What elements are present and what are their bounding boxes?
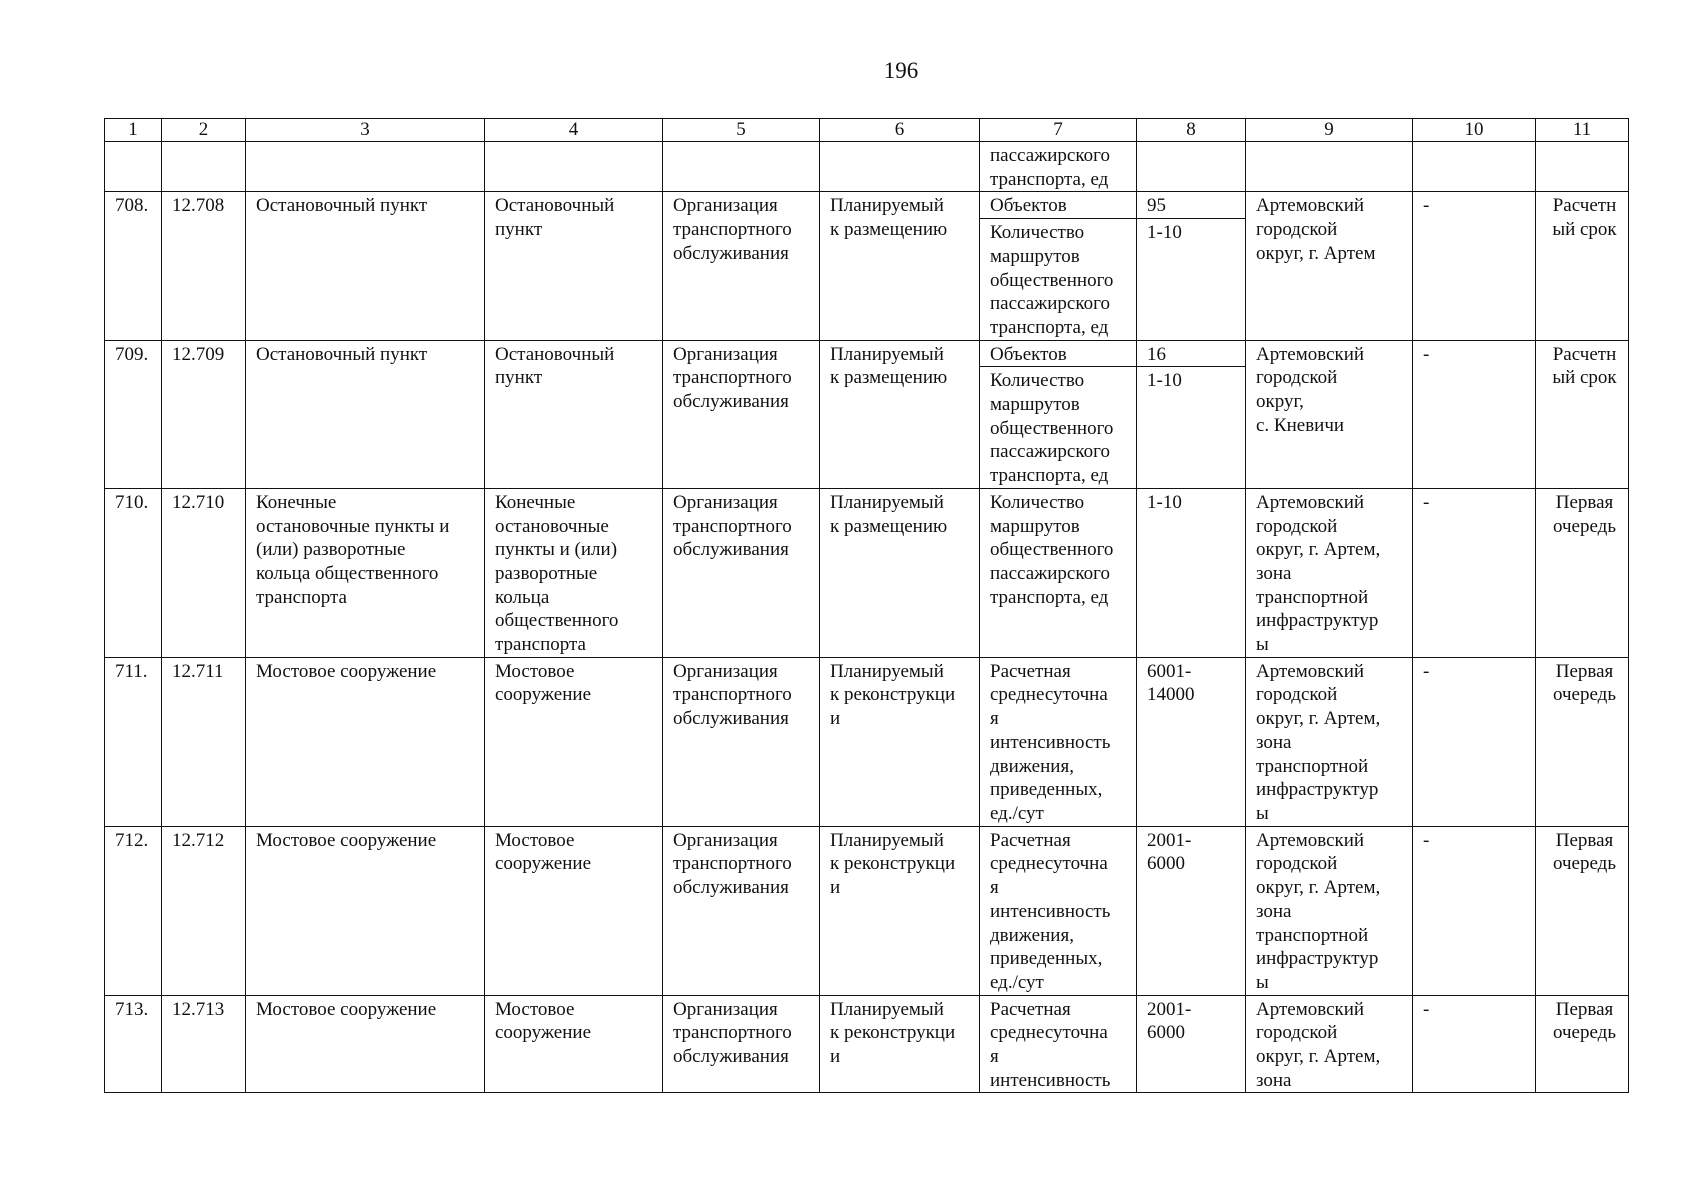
characteristic-value: 1-10 — [1147, 222, 1182, 244]
object-location: Артемовский городской округ, г. Артем, зона транспортной инфраструктур ы — [1246, 488, 1413, 657]
object-status: Планируемый к размещению — [820, 340, 980, 488]
object-term: Первая очередь — [1536, 657, 1629, 826]
object-type: Мостовое сооружение — [485, 826, 663, 995]
object-name: Мостовое сооружение — [246, 657, 485, 826]
object-term: Расчетн ый срок — [1536, 192, 1629, 340]
object-status: Планируемый к реконструкци и — [820, 995, 980, 1093]
row-number: 708. — [105, 192, 162, 340]
object-term: Расчетн ый срок — [1536, 340, 1629, 488]
characteristic-label-cell — [980, 192, 1137, 340]
object-name: Конечные остановочные пункты и (или) разворотные кольца общественного транспорта — [246, 488, 485, 657]
characteristic-label: Объектов — [980, 192, 1136, 219]
characteristic-value-cell: 6001- 14000 — [1137, 657, 1246, 826]
object-zone: - — [1413, 192, 1536, 340]
object-location: Артемовский городской округ, г. Артем, зона транспортной инфраструктур ы — [1246, 657, 1413, 826]
characteristic-label-cell: Количество маршрутов общественного пассажирского транспорта, ед — [980, 488, 1137, 657]
page-number: 196 — [883, 58, 919, 83]
characteristic-value-cell — [1137, 340, 1246, 488]
table-row — [105, 488, 1629, 657]
object-location: Артемовский городской округ, с. Кневичи — [1246, 340, 1413, 488]
characteristic-value: 95 — [1137, 192, 1245, 219]
object-location: Артемовский городской округ, г. Артем — [1246, 192, 1413, 340]
object-zone: - — [1413, 340, 1536, 488]
object-zone: - — [1413, 826, 1536, 995]
header-cell: 6 — [820, 119, 980, 142]
object-name: Остановочный пункт — [246, 340, 485, 488]
characteristic-label-cell — [980, 340, 1137, 488]
characteristic-value-cell: 2001- 6000 — [1137, 995, 1246, 1093]
object-type: Мостовое сооружение — [485, 657, 663, 826]
object-name: Остановочный пункт — [246, 192, 485, 340]
object-status: Планируемый к размещению — [820, 192, 980, 340]
object-code: 12.709 — [162, 340, 246, 488]
header-cell: 10 — [1413, 119, 1536, 142]
object-purpose: Организация транспортного обслуживания — [663, 826, 820, 995]
object-location: Артемовский городской округ, г. Артем, зона транспортной инфраструктур ы — [1246, 826, 1413, 995]
object-term: Первая очередь — [1536, 995, 1629, 1093]
continuation-row — [105, 142, 1629, 192]
characteristic-value-cell: 2001- 6000 — [1137, 826, 1246, 995]
table-row — [105, 657, 1629, 826]
characteristic-label: Количество маршрутов общественного пассажирского транспорта, ед — [990, 370, 1114, 487]
object-term: Первая очередь — [1536, 826, 1629, 995]
object-purpose: Организация транспортного обслуживания — [663, 488, 820, 657]
header-cell: 8 — [1137, 119, 1246, 142]
header-cell: 5 — [663, 119, 820, 142]
objects-table — [104, 118, 1629, 1093]
characteristic-value-cell — [1137, 192, 1246, 340]
characteristic-label: Объектов — [980, 341, 1136, 368]
object-zone: - — [1413, 657, 1536, 826]
object-status: Планируемый к размещению — [820, 488, 980, 657]
characteristic-label-cell: Расчетная среднесуточна я интенсивность движения, приведенных, ед./сут — [980, 657, 1137, 826]
header-cell: 1 — [105, 119, 162, 142]
characteristic-value-cell: 1-10 — [1137, 488, 1246, 657]
header-cell: 3 — [246, 119, 485, 142]
table-row — [105, 995, 1629, 1093]
characteristic-label-cell: Расчетная среднесуточна я интенсивность движения, приведенных, ед./сут — [980, 826, 1137, 995]
row-number: 710. — [105, 488, 162, 657]
characteristic-label: Количество маршрутов общественного пассажирского транспорта, ед — [990, 222, 1114, 338]
characteristic-value: 1-10 — [1147, 370, 1182, 392]
object-location: Артемовский городской округ, г. Артем, зона — [1246, 995, 1413, 1093]
object-name: Мостовое сооружение — [246, 826, 485, 995]
object-status: Планируемый к реконструкци и — [820, 657, 980, 826]
object-type: Остановочный пункт — [485, 340, 663, 488]
characteristic-label-cell: Расчетная среднесуточна я интенсивность — [980, 995, 1137, 1093]
row-number: 712. — [105, 826, 162, 995]
characteristic-value: 16 — [1137, 341, 1245, 368]
object-purpose: Организация транспортного обслуживания — [663, 657, 820, 826]
table-row — [105, 340, 1629, 488]
table-row — [105, 192, 1629, 340]
row-number: 713. — [105, 995, 162, 1093]
object-zone: - — [1413, 488, 1536, 657]
object-code: 12.710 — [162, 488, 246, 657]
object-type: Остановочный пункт — [485, 192, 663, 340]
table-header-row — [105, 119, 1629, 142]
row-number: 709. — [105, 340, 162, 488]
object-status: Планируемый к реконструкци и — [820, 826, 980, 995]
object-code: 12.713 — [162, 995, 246, 1093]
object-code: 12.712 — [162, 826, 246, 995]
object-code: 12.711 — [162, 657, 246, 826]
row-number: 711. — [105, 657, 162, 826]
continuation-text: пассажирского транспорта, ед — [980, 142, 1137, 192]
object-type: Мостовое сооружение — [485, 995, 663, 1093]
object-zone: - — [1413, 995, 1536, 1093]
header-cell: 7 — [980, 119, 1137, 142]
header-cell: 4 — [485, 119, 663, 142]
object-name: Мостовое сооружение — [246, 995, 485, 1093]
header-cell: 9 — [1246, 119, 1413, 142]
object-purpose: Организация транспортного обслуживания — [663, 192, 820, 340]
object-purpose: Организация транспортного обслуживания — [663, 995, 820, 1093]
table-row — [105, 826, 1629, 995]
object-purpose: Организация транспортного обслуживания — [663, 340, 820, 488]
object-term: Первая очередь — [1536, 488, 1629, 657]
header-cell: 2 — [162, 119, 246, 142]
object-type: Конечные остановочные пункты и (или) разворотные кольца общественного транспорта — [485, 488, 663, 657]
header-cell: 11 — [1536, 119, 1629, 142]
object-code: 12.708 — [162, 192, 246, 340]
